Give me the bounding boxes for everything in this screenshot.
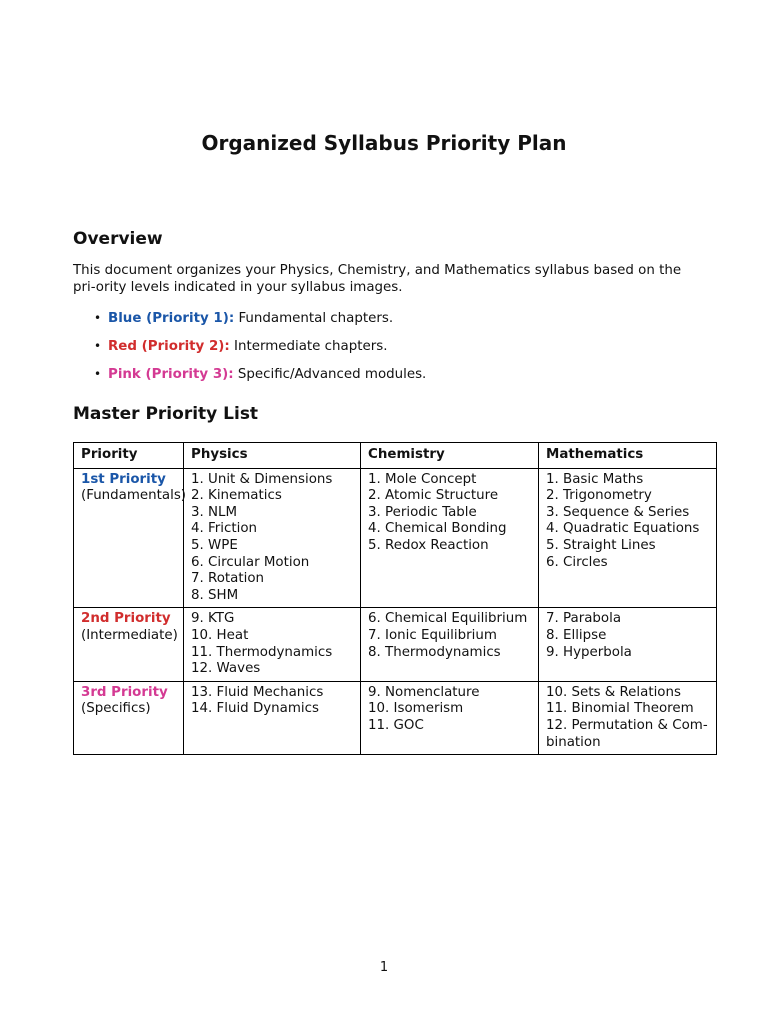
list-item: 11. Binomial Theorem bbox=[546, 701, 694, 717]
priority-sub: (Fundamentals) bbox=[81, 488, 187, 504]
priority-legend-list bbox=[94, 310, 426, 394]
page-number: 1 bbox=[379, 960, 389, 975]
priority-table bbox=[73, 442, 717, 755]
priority-sub: (Specifics) bbox=[81, 701, 151, 717]
header-mathematics: Mathematics bbox=[539, 443, 717, 469]
header-physics: Physics bbox=[184, 443, 361, 469]
list-item: 11. GOC bbox=[368, 717, 424, 733]
list-item: 12. Permutation & Com-bination bbox=[546, 717, 708, 750]
mathematics-cell bbox=[539, 468, 717, 608]
list-item: 2. Kinematics bbox=[191, 488, 282, 504]
chemistry-cell bbox=[361, 681, 539, 754]
master-list-heading: Master Priority List bbox=[73, 404, 259, 424]
list-item: 3. Sequence & Series bbox=[546, 504, 690, 520]
legend-label-pink: Pink (Priority 3): bbox=[108, 367, 234, 382]
priority-label: 2nd Priority bbox=[81, 611, 171, 627]
bullet-icon: • bbox=[94, 339, 102, 353]
overview-intro bbox=[73, 262, 703, 296]
physics-cell bbox=[184, 468, 361, 608]
list-item: 11. Thermodynamics bbox=[191, 644, 333, 660]
bullet-icon: • bbox=[94, 311, 102, 325]
page-title: Organized Syllabus Priority Plan bbox=[201, 131, 567, 155]
list-item: 9. Nomenclature bbox=[368, 684, 480, 700]
list-item: 5. WPE bbox=[191, 537, 238, 553]
legend-text-pink: Specific/Advanced modules. bbox=[237, 367, 427, 382]
list-item: 1. Mole Concept bbox=[368, 471, 477, 487]
list-item: 4. Quadratic Equations bbox=[546, 521, 700, 537]
priority-sub: (Intermediate) bbox=[81, 627, 178, 643]
table-header-row bbox=[74, 443, 717, 469]
header-chemistry: Chemistry bbox=[361, 443, 539, 469]
legend-label-red: Red (Priority 2): bbox=[108, 339, 230, 354]
list-item: 2. Trigonometry bbox=[546, 488, 652, 504]
chemistry-cell bbox=[361, 468, 539, 608]
mathematics-cell bbox=[539, 608, 717, 681]
list-item: 8. Ellipse bbox=[546, 627, 607, 643]
list-item: 1. Unit & Dimensions bbox=[191, 471, 333, 487]
table-row bbox=[74, 608, 717, 681]
list-item: 8. SHM bbox=[191, 587, 239, 603]
list-item: 14. Fluid Dynamics bbox=[191, 701, 319, 717]
priority-label: 1st Priority bbox=[81, 471, 166, 487]
list-item: 4. Chemical Bonding bbox=[368, 521, 507, 537]
legend-text-blue: Fundamental chapters. bbox=[238, 311, 394, 326]
list-item: 6. Chemical Equilibrium bbox=[368, 611, 528, 627]
legend-item-red bbox=[94, 338, 426, 366]
priority-cell bbox=[74, 468, 187, 608]
table-row bbox=[74, 468, 717, 608]
legend-item-pink bbox=[94, 366, 426, 394]
priority-cell bbox=[74, 681, 184, 754]
priority-cell bbox=[74, 608, 184, 681]
bullet-icon: • bbox=[94, 367, 102, 381]
list-item: 9. Hyperbola bbox=[546, 644, 632, 660]
list-item: 7. Rotation bbox=[191, 571, 265, 587]
list-item: 5. Redox Reaction bbox=[368, 537, 489, 553]
overview-intro-text: This document organizes your Physics, Chemistry, and Mathematics syllabus based on the pri-ority levels indicated in your syllabus images. bbox=[73, 263, 682, 295]
list-item: 5. Straight Lines bbox=[546, 537, 656, 553]
legend-item-blue bbox=[94, 310, 426, 338]
priority-label: 3rd Priority bbox=[81, 684, 168, 700]
chemistry-cell bbox=[361, 608, 539, 681]
list-item: 10. Sets & Relations bbox=[546, 684, 681, 700]
list-item: 3. NLM bbox=[191, 504, 238, 520]
list-item: 3. Periodic Table bbox=[368, 504, 477, 520]
list-item: 6. Circular Motion bbox=[191, 554, 310, 570]
list-item: 4. Friction bbox=[191, 521, 257, 537]
list-item: 12. Waves bbox=[191, 661, 261, 677]
header-priority: Priority bbox=[74, 443, 184, 469]
list-item: 7. Parabola bbox=[546, 611, 622, 627]
list-item: 10. Isomerism bbox=[368, 701, 464, 717]
physics-cell bbox=[184, 608, 361, 681]
list-item: 7. Ionic Equilibrium bbox=[368, 627, 497, 643]
list-item: 1. Basic Maths bbox=[546, 471, 644, 487]
list-item: 13. Fluid Mechanics bbox=[191, 684, 324, 700]
legend-label-blue: Blue (Priority 1): bbox=[108, 311, 235, 326]
list-item: 2. Atomic Structure bbox=[368, 488, 499, 504]
list-item: 10. Heat bbox=[191, 627, 249, 643]
list-item: 9. KTG bbox=[191, 611, 235, 627]
list-item: 6. Circles bbox=[546, 554, 608, 570]
table-row bbox=[74, 681, 717, 754]
list-item: 8. Thermodynamics bbox=[368, 644, 501, 660]
mathematics-cell bbox=[539, 681, 717, 754]
legend-text-red: Intermediate chapters. bbox=[234, 339, 388, 354]
overview-heading: Overview bbox=[73, 229, 163, 249]
physics-cell bbox=[184, 681, 361, 754]
